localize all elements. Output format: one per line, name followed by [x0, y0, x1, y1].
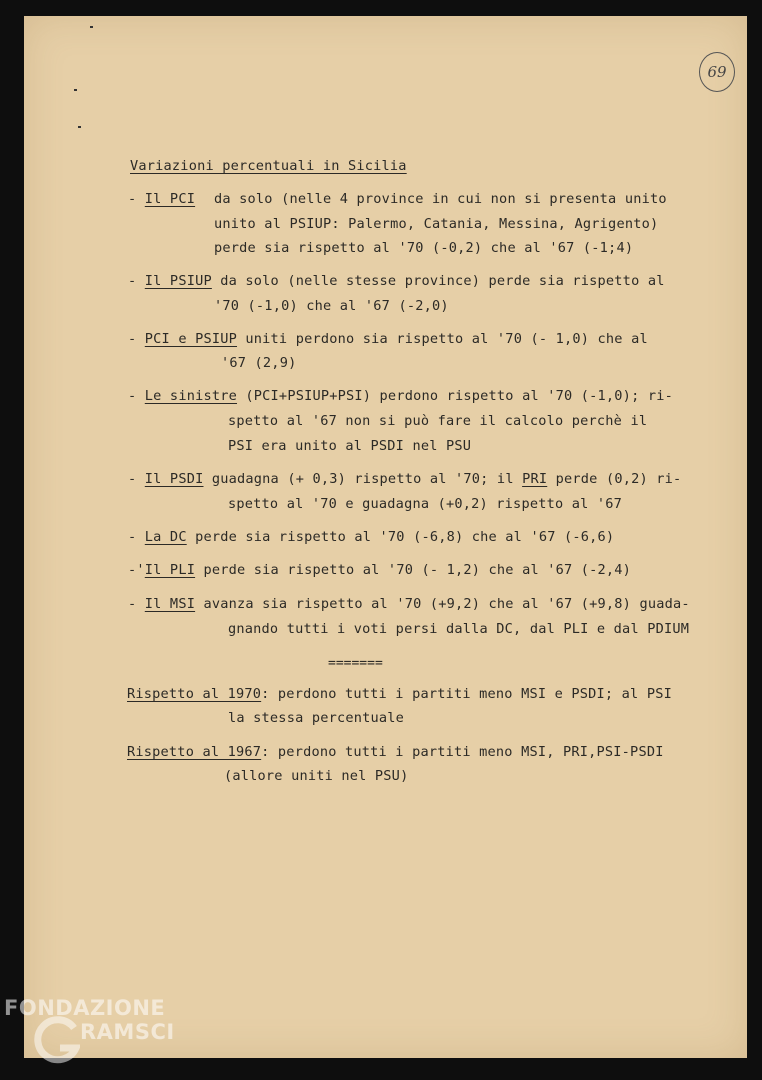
separator: ======= [328, 656, 383, 671]
bullet: - [128, 191, 145, 207]
bullet: -' [128, 562, 145, 578]
party-name: Il PSIUP [144, 273, 212, 289]
item-line: uniti perdono sia rispetto al '70 (- 1,0) che al [237, 331, 648, 347]
bullet: - [128, 471, 145, 487]
paper-mark [78, 126, 81, 128]
summary-line: la stessa percentuale [228, 710, 405, 726]
summary-label: Rispetto al 1967 [127, 744, 262, 760]
item-line: perde sia rispetto al '70 (- 1,2) che al '67 (-2,4) [195, 562, 632, 578]
item-line: '67 (2,9) [221, 355, 297, 371]
party-name: Il PLI [144, 562, 196, 578]
item-line: perde sia rispetto al '70 (-6,8) che al '67 (-6,6) [186, 529, 615, 545]
item-line: perde (0,2) ri- [547, 471, 682, 487]
page-number-stamp: 69 [699, 52, 735, 92]
bullet: - [128, 388, 145, 404]
item-line: guadagna (+ 0,3) rispetto al '70; il [203, 471, 523, 487]
list-item-pli [128, 558, 631, 582]
summary-line: : perdono tutti i partiti meno MSI e PSDI; al PSI [261, 686, 672, 702]
party-name: Le sinistre [144, 388, 238, 404]
list-item-psdi [128, 467, 681, 491]
summary-1967 [127, 740, 664, 764]
party-name: Il PSDI [144, 471, 204, 487]
bullet: - [128, 331, 145, 347]
list-item-dc [128, 525, 614, 549]
document-title: Variazioni percentuali in Sicilia [130, 158, 407, 174]
list-item-msi [128, 592, 690, 616]
party-name: Il MSI [144, 596, 196, 612]
list-item-psiup [128, 269, 665, 293]
party-name: Il PCI [144, 191, 196, 207]
logo-line2: RAMSCI [80, 1020, 175, 1044]
list-item-sinistre [128, 384, 673, 408]
bullet: - [128, 529, 145, 545]
item-line: '70 (-1,0) che al '67 (-2,0) [214, 298, 449, 314]
summary-line: (allore uniti nel PSU) [224, 768, 409, 784]
party-name: La DC [144, 529, 187, 545]
item-line: spetto al '67 non si può fare il calcolo perchè il [228, 413, 648, 429]
summary-label: Rispetto al 1970 [127, 686, 262, 702]
list-item-pci [128, 187, 195, 211]
item-line: PSI era unito al PSDI nel PSU [228, 438, 472, 454]
paper-mark [90, 26, 93, 28]
bullet: - [128, 273, 145, 289]
summary-1970 [127, 682, 672, 706]
logo-line1: FONDAZIONE [4, 996, 166, 1020]
item-line: da solo (nelle 4 province in cui non si presenta unito [214, 191, 667, 207]
item-line: (PCI+PSIUP+PSI) perdono rispetto al '70 (-1,0); ri- [237, 388, 673, 404]
paper-mark [74, 89, 77, 91]
item-line: da solo (nelle stesse province) perde sia rispetto al [211, 273, 665, 289]
list-item-pci-psiup [128, 327, 648, 351]
item-line: perde sia rispetto al '70 (-0,2) che al '67 (-1;4) [214, 240, 634, 256]
party-name: PRI [522, 471, 548, 487]
item-line: avanza sia rispetto al '70 (+9,2) che al '67 (+9,8) guada- [195, 596, 690, 612]
item-line: spetto al '70 e guadagna (+0,2) rispetto al '67 [228, 496, 623, 512]
fondazione-gramsci-logo [4, 996, 175, 1044]
item-line: gnando tutti i voti persi dalla DC, dal PLI e dal PDIUM [228, 621, 690, 637]
logo-g-icon [34, 1016, 80, 1066]
summary-line: : perdono tutti i partiti meno MSI, PRI,PSI-PSDI [261, 744, 664, 760]
bullet: - [128, 596, 145, 612]
party-name: PCI e PSIUP [144, 331, 238, 347]
item-line: unito al PSIUP: Palermo, Catania, Messina, Agrigento) [214, 216, 659, 232]
